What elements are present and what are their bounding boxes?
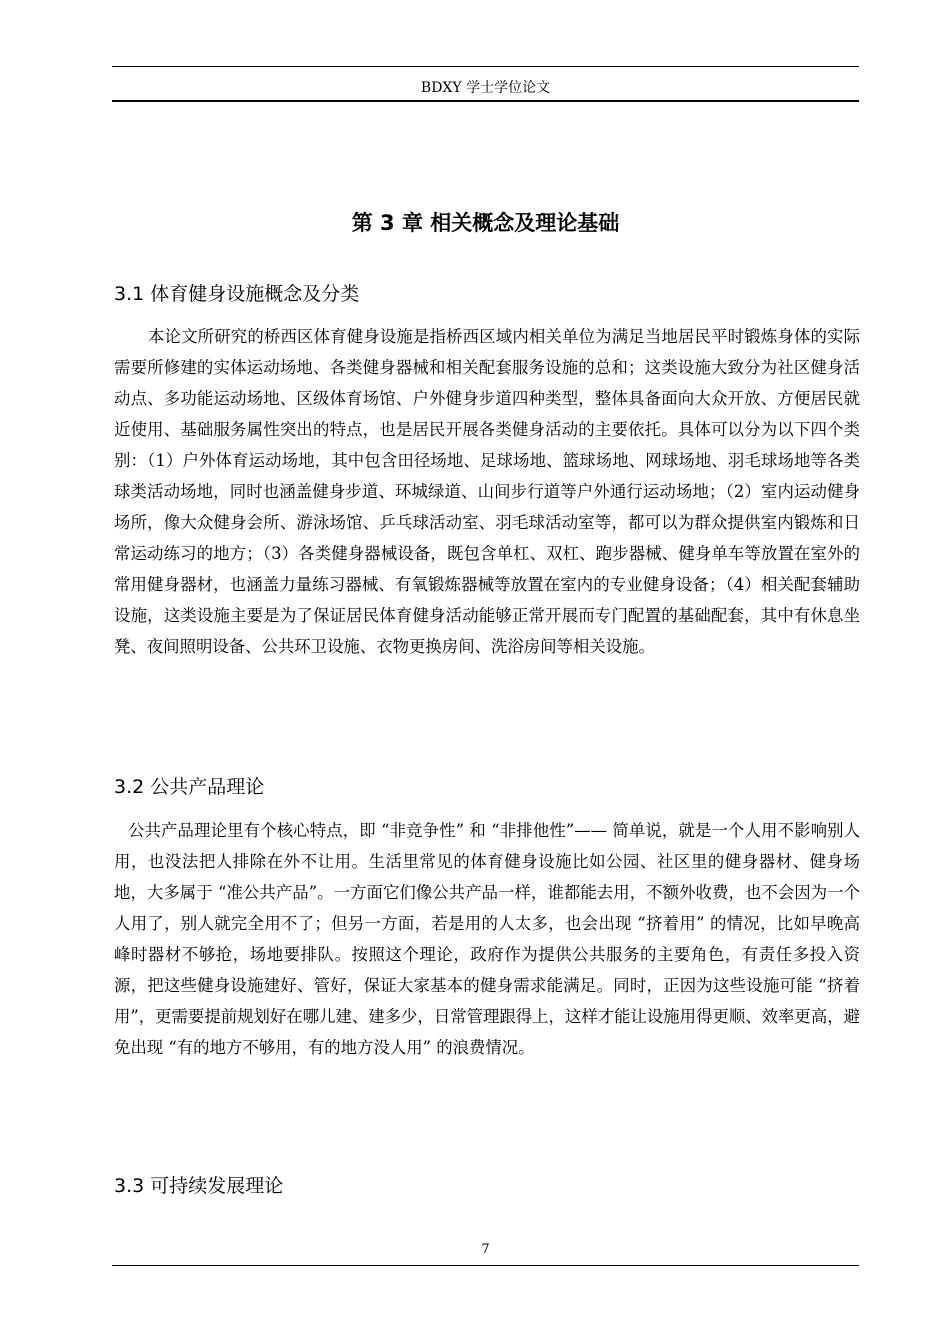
footer-rule <box>112 1265 859 1266</box>
section-body-3-2: 公共产品理论里有个核心特点，即 “非竞争性” 和 “非排他性”—— 简单说，就是一个人用不影响别人用，也没法把人排除在外不让用。生活里常见的体育健身设施比如公园、社区里的健身器材、健身场地，大多属于 “准公共产品”。一方面它们像公共产品一样，谁都能去用，不额外收费，也不会因为一个人用了，别人就完全用不了；但另一方面，若是用的人太多，也会出现 “挤着用” 的情况，比如早晚高峰时器材不够抢，场地要排队。按照这个理论，政府作为提供公共服务的主要角色，有责任多投入资源，把这些健身设施建好、管好，保证大家基本的健身需求能满足。同时，正因为这些设施可能 “挤着用”，更需要提前规划好在哪儿建、建多少，日常管理跟得上，这样才能让设施用得更顺、效率更高，避免出现 “有的地方不够用，有的地方没人用” 的浪费情况。 <box>114 821 860 1057</box>
section-body-3-1: 本论文所研究的桥西区体育健身设施是指桥西区域内相关单位为满足当地居民平时锻炼身体的实际需要所修建的实体运动场地、各类健身器械和相关配套服务设施的总和；这类设施大致分为社区健身活动点、多功能运动场地、区级体育场馆、户外健身步道四种类型，整体具备面向大众开放、方便居民就近使用、基础服务属性突出的特点，也是居民开展各类健身活动的主要依托。具体可以分为以下四个类别：（1）户外体育运动场地，其中包含田径场地、足球场地、篮球场地、网球场地、羽毛球场地等各类球类活动场地，同时也涵盖健身步道、环城绿道、山间步行道等户外通行运动场地；（2）室内运动健身场所，像大众健身会所、游泳场馆、乒乓球活动室、羽毛球活动室等，都可以为群众提供室内锻炼和日常运动练习的地方；（3）各类健身器械设备，既包含单杠、双杠、跑步器械、健身单车等放置在室外的常用健身器材，也涵盖力量练习器械、有氧锻炼器械等放置在室内的专业健身设备；（4）相关配套辅助设施，这类设施主要是为了保证居民体育健身活动能够正常开展而专门配置的基础配套，其中有休息坐凳、夜间照明设备、公共环卫设施、衣物更换房间、洗浴房间等相关设施。 <box>114 327 860 656</box>
section-heading-3-3: 3.3 可持续发展理论 <box>114 1175 284 1197</box>
chapter-title: 第 3 章 相关概念及理论基础 <box>351 211 620 235</box>
header-bottom-rule <box>112 100 859 102</box>
page-number: 7 <box>481 1242 490 1257</box>
running-header: BDXY 学士学位论文 <box>420 80 551 96</box>
header-top-rule <box>112 66 859 67</box>
section-heading-3-2: 3.2 公共产品理论 <box>114 776 265 798</box>
section-heading-3-1: 3.1 体育健身设施概念及分类 <box>114 283 360 305</box>
